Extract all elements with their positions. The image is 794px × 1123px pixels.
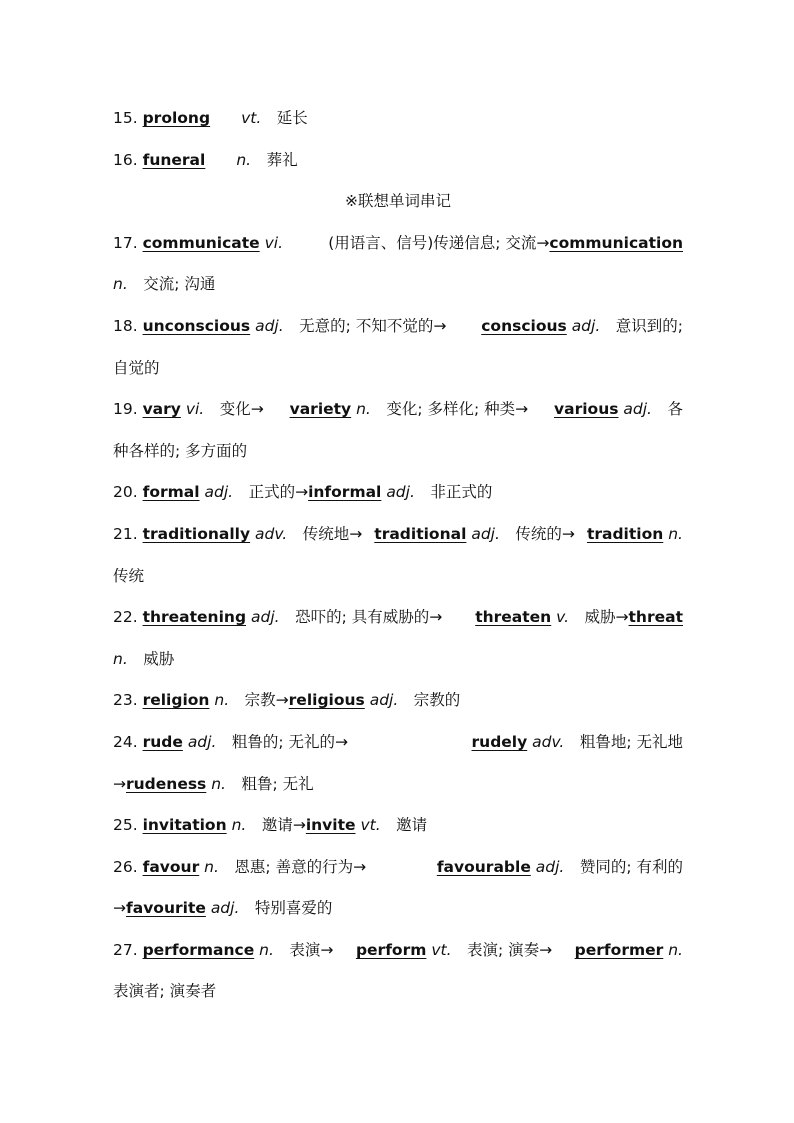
definition: 葬礼 xyxy=(251,150,298,169)
entry-19-continued xyxy=(113,431,683,473)
definition: 各 xyxy=(651,400,683,419)
related-word: invite xyxy=(305,816,356,835)
part-of-speech: adj. xyxy=(204,483,234,502)
part-of-speech: adj. xyxy=(187,732,217,751)
related-word: various xyxy=(554,400,619,419)
definition: 宗教的 xyxy=(398,691,461,710)
entry-number: 17. xyxy=(113,233,143,252)
definition: 表演; 演奏→ xyxy=(451,940,553,959)
part-of-speech: adv. xyxy=(532,732,565,751)
related-word: variety xyxy=(289,400,352,419)
part-of-speech: adj. xyxy=(471,524,500,543)
definition: 传统的→ xyxy=(499,524,575,543)
entry-18-continued xyxy=(113,348,683,390)
definition: 威胁→ xyxy=(569,608,629,627)
part-of-speech: adj. xyxy=(535,857,565,876)
entry-number: 15. xyxy=(113,109,143,127)
headword: invitation xyxy=(142,816,227,835)
definition: 传统地→ xyxy=(287,524,363,543)
part-of-speech: adv. xyxy=(255,524,288,543)
related-word: informal xyxy=(308,483,382,502)
entry-number: 22. xyxy=(113,608,143,627)
headword: favour xyxy=(142,857,200,876)
related-word: performer xyxy=(574,940,664,959)
definition: 邀请→ xyxy=(246,816,306,835)
definition: 赞同的; 有利的 xyxy=(564,857,683,876)
definition: 无意的; 不知不觉的→ xyxy=(283,316,447,335)
definition: 变化→ xyxy=(204,400,264,419)
part-of-speech: adj. xyxy=(369,691,399,710)
entry-22-continued xyxy=(113,639,683,681)
part-of-speech: n. xyxy=(356,400,371,419)
headword: unconscious xyxy=(142,316,251,335)
headword: funeral xyxy=(142,150,206,169)
entry-16 xyxy=(113,140,683,182)
section-title-text: ※联想单词串记 xyxy=(345,192,451,211)
entry-25 xyxy=(113,805,683,847)
entry-24 xyxy=(113,722,683,764)
entry-23 xyxy=(113,680,683,722)
part-of-speech: n. xyxy=(259,940,274,959)
part-of-speech: vi. xyxy=(264,233,284,252)
definition: 交流; 沟通 xyxy=(127,275,216,294)
entry-number: 26. xyxy=(113,857,143,876)
related-word: tradition xyxy=(586,524,664,543)
entry-number: 24. xyxy=(113,732,143,751)
related-word: religious xyxy=(288,691,365,710)
entry-27-continued xyxy=(113,971,683,1013)
entry-number: 27. xyxy=(113,940,143,959)
definition: 粗鲁地; 无礼地 xyxy=(564,732,683,751)
part-of-speech: vt. xyxy=(360,816,381,835)
definition: 特别喜爱的 xyxy=(239,899,333,918)
definition: 延长 xyxy=(261,109,308,127)
related-word: favourable xyxy=(436,857,531,876)
part-of-speech: adj. xyxy=(386,483,415,502)
entry-21-continued xyxy=(113,556,683,598)
entry-21 xyxy=(113,514,683,556)
entry-18 xyxy=(113,306,683,348)
definition: 表演者; 演奏者 xyxy=(113,982,217,1001)
entry-number: 16. xyxy=(113,150,143,169)
part-of-speech: adj. xyxy=(571,316,601,335)
related-word: rudely xyxy=(471,732,528,751)
definition: 恩惠; 善意的行为→ xyxy=(218,857,367,876)
definition: 粗鲁的; 无礼的→ xyxy=(216,732,349,751)
entry-number: 20. xyxy=(113,483,143,502)
definition: 变化; 多样化; 种类→ xyxy=(370,400,529,419)
part-of-speech: n. xyxy=(204,857,219,876)
part-of-speech: n. xyxy=(113,649,128,668)
definition: 种各样的; 多方面的 xyxy=(113,441,248,460)
headword: communicate xyxy=(142,233,260,252)
part-of-speech: n. xyxy=(211,774,226,793)
part-of-speech: n. xyxy=(113,275,128,294)
part-of-speech: adj. xyxy=(250,608,280,627)
part-of-speech: vt. xyxy=(431,940,452,959)
related-word: perform xyxy=(355,940,427,959)
part-of-speech: n. xyxy=(668,524,683,543)
definition: 表演→ xyxy=(273,940,334,959)
part-of-speech: n. xyxy=(668,940,683,959)
entry-15 xyxy=(113,98,683,140)
part-of-speech: v. xyxy=(556,608,570,627)
headword: rude xyxy=(142,732,183,751)
entry-number: 25. xyxy=(113,816,143,835)
headword: traditionally xyxy=(142,524,251,543)
definition: 粗鲁; 无礼 xyxy=(226,774,314,793)
entry-number: 19. xyxy=(113,400,143,419)
related-word: traditional xyxy=(374,524,467,543)
section-title xyxy=(113,181,683,223)
entry-26 xyxy=(113,847,683,889)
definition: 邀请 xyxy=(380,816,428,835)
definition: 威胁 xyxy=(127,649,175,668)
entry-27 xyxy=(113,930,683,972)
related-word: rudeness xyxy=(126,774,207,793)
vocabulary-page xyxy=(113,98,683,1013)
part-of-speech: n. xyxy=(231,816,247,835)
definition: 正式的→ xyxy=(233,483,309,502)
part-of-speech: n. xyxy=(214,691,230,710)
entry-20 xyxy=(113,472,683,514)
headword: prolong xyxy=(142,109,211,127)
definition: (用语言、信号)传递信息; 交流→ xyxy=(312,233,550,252)
related-word: threat xyxy=(628,608,683,627)
headword: religion xyxy=(142,691,210,710)
definition: 恐吓的; 具有威胁的→ xyxy=(279,608,443,627)
entry-number: 23. xyxy=(113,691,143,710)
entry-24-continued: →rudeness n. 粗鲁; 无礼 xyxy=(113,774,314,793)
entry-22 xyxy=(113,597,683,639)
part-of-speech: vt. xyxy=(241,109,262,127)
related-word: threaten xyxy=(475,608,552,627)
entry-17 xyxy=(113,223,683,265)
part-of-speech: adj. xyxy=(255,316,284,335)
entry-19 xyxy=(113,389,683,431)
related-word: conscious xyxy=(481,316,567,335)
entry-number: 18. xyxy=(113,316,143,335)
part-of-speech: adj. xyxy=(210,899,240,918)
headword: threatening xyxy=(142,608,247,627)
part-of-speech: vi. xyxy=(185,400,205,419)
definition: 传统 xyxy=(113,566,145,585)
entry-17-continued xyxy=(113,264,683,306)
headword: formal xyxy=(142,483,200,502)
headword: vary xyxy=(142,400,181,419)
related-word: favourite xyxy=(126,899,206,918)
definition: 自觉的 xyxy=(113,358,160,377)
entry-26-continued: →favourite adj. 特别喜爱的 xyxy=(113,899,333,918)
definition: 非正式的 xyxy=(414,483,493,502)
definition: 宗教→ xyxy=(229,691,289,710)
headword: performance xyxy=(142,940,255,959)
part-of-speech: n. xyxy=(236,150,252,169)
entry-number: 21. xyxy=(113,524,143,543)
related-word: communication xyxy=(549,233,683,252)
part-of-speech: adj. xyxy=(623,400,652,419)
definition: 意识到的; xyxy=(600,316,683,335)
